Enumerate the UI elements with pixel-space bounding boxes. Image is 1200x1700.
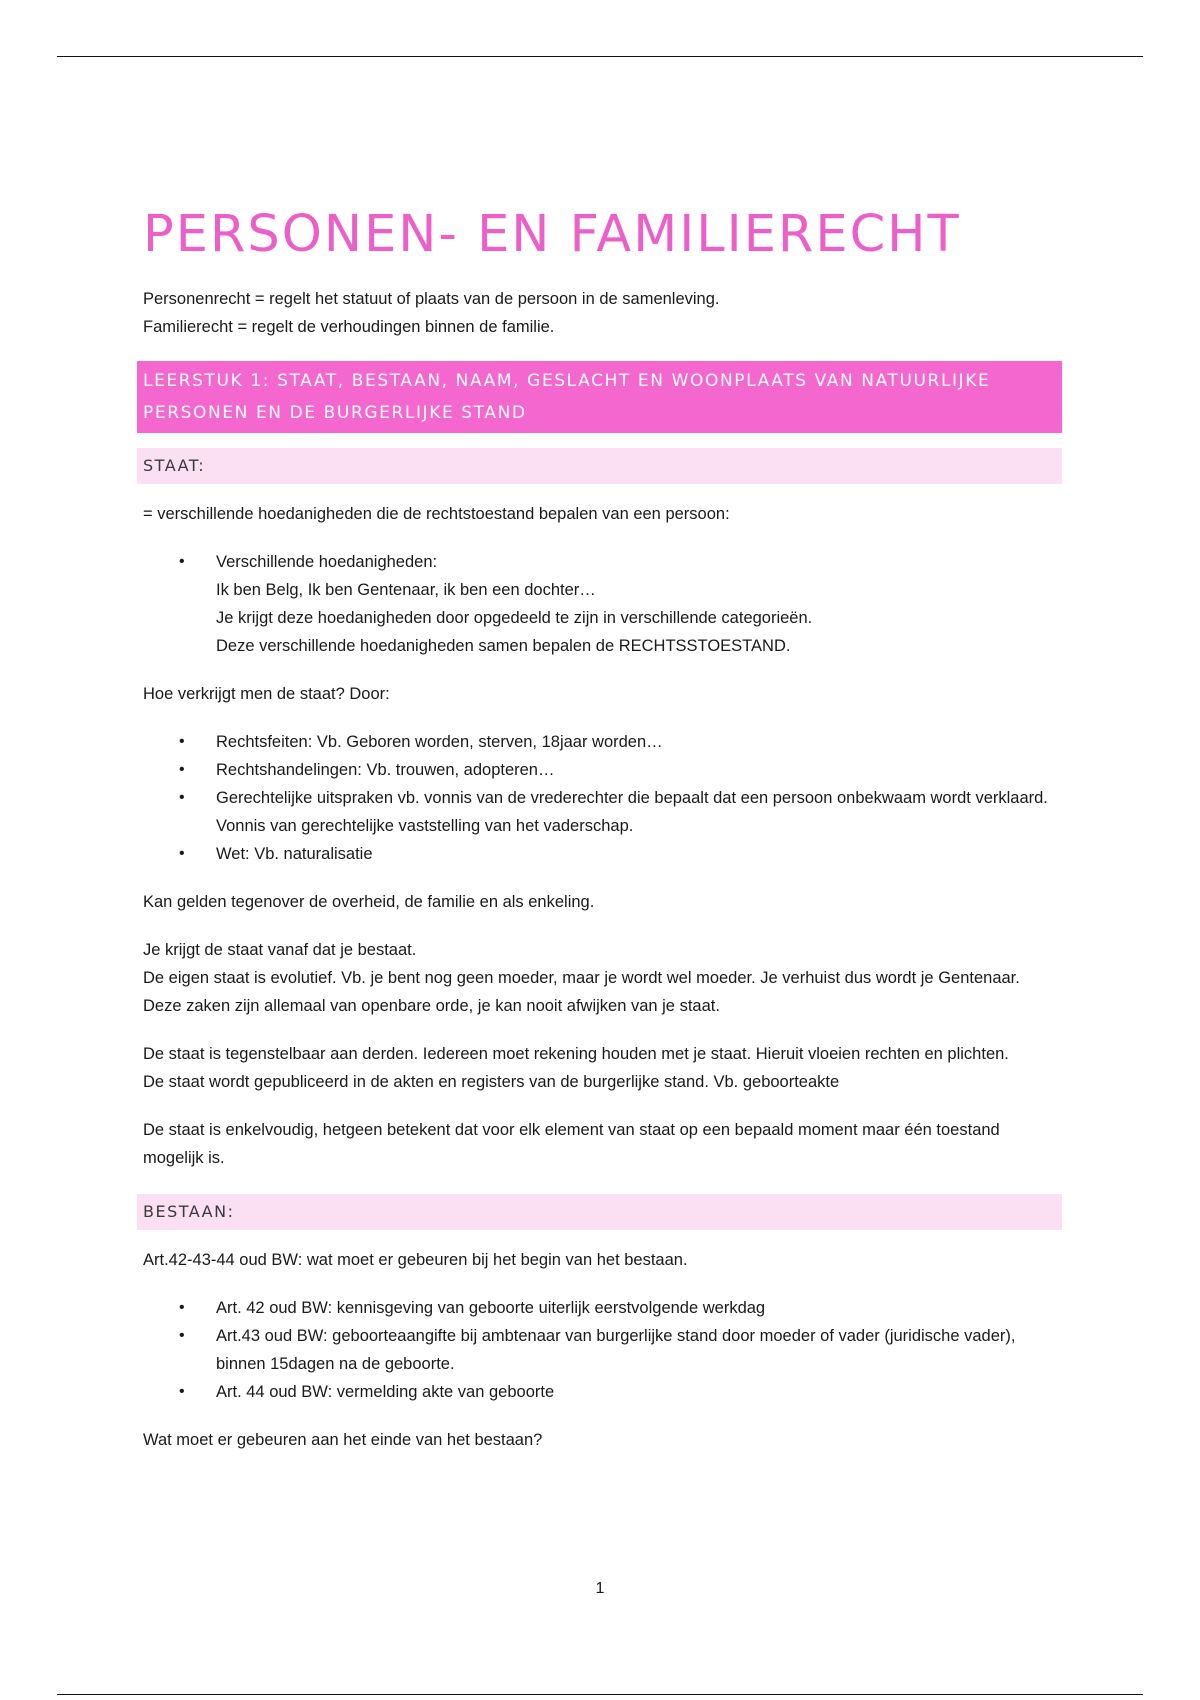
intro-familierecht: Familierecht = regelt de verhoudingen binnen de familie. bbox=[143, 318, 555, 336]
subheading-staat: STAAT: bbox=[137, 448, 1062, 484]
page-content bbox=[137, 205, 1062, 1454]
document-title: PERSONEN- EN FAMILIERECHT bbox=[143, 205, 961, 264]
bestaan-intro: Art.42-43-44 oud BW: wat moet er gebeuren bij het begin van het bestaan. bbox=[143, 1251, 688, 1269]
bestaan-bullet-list bbox=[137, 1294, 1062, 1406]
staat-definition: = verschillende hoedanigheden die de rechtstoestand bepalen van een persoon: bbox=[143, 505, 730, 523]
list-item: • Verschillende hoedanigheden: Ik ben Belg, Ik ben Gentenaar, ik ben een dochter… Je krijgt deze hoedanigheden door opgedeeld te zijn in verschillende categorieën. Deze verschillende hoedanigheden samen bepalen de RECHTSSTOESTAND. bbox=[137, 548, 1062, 660]
bestaan-question: Wat moet er gebeuren aan het einde van het bestaan? bbox=[143, 1431, 543, 1449]
staat-paragraph-block-1: Je krijgt de staat vanaf dat je bestaat. De eigen staat is evolutief. Vb. je bent nog geen moeder, maar je wordt wel moeder. Je verhuist dus wordt je Gentenaar. Deze zaken zijn allemaal van openbare orde, je kan nooit afwijken van je staat. bbox=[143, 941, 1020, 1015]
staat-bullet-list-1 bbox=[137, 548, 1062, 660]
bullet-icon: • bbox=[179, 789, 185, 806]
list-item: • Art.43 oud BW: geboorteaangifte bij ambtenaar van burgerlijke stand door moeder of vader (juridische vader), binnen 15dagen na de geboorte. bbox=[137, 1322, 1062, 1378]
list-item: • Wet: Vb. naturalisatie bbox=[137, 840, 1062, 868]
intro-personenrecht: Personenrecht = regelt het statuut of plaats van de persoon in de samenleving. bbox=[143, 290, 720, 308]
bullet-icon: • bbox=[179, 553, 185, 570]
list-item: • Art. 42 oud BW: kennisgeving van geboorte uiterlijk eerstvolgende werkdag bbox=[137, 1294, 1062, 1322]
subheading-bestaan: BESTAAN: bbox=[137, 1194, 1062, 1230]
staat-paragraph-block-2: De staat is tegenstelbaar aan derden. Iedereen moet rekening houden met je staat. Hieruit vloeien rechten en plichten. De staat wordt gepubliceerd in de akten en registers van de burgerlijke stand. Vb. geboorteakte bbox=[143, 1045, 1009, 1091]
staat-gelden: Kan gelden tegenover de overheid, de familie en als enkeling. bbox=[143, 893, 595, 911]
list-item: • Rechtsfeiten: Vb. Geboren worden, sterven, 18jaar worden… bbox=[137, 728, 1062, 756]
section-heading-leerstuk-1: LEERSTUK 1: STAAT, BESTAAN, NAAM, GESLACHT EN WOONPLAATS VAN NATUURLIJKE PERSONEN EN DE BURGERLIJKE STAND bbox=[137, 361, 1062, 433]
bullet-icon: • bbox=[179, 1383, 185, 1400]
footer-rule bbox=[57, 1694, 1143, 1695]
staat-question: Hoe verkrijgt men de staat? Door: bbox=[143, 685, 390, 703]
list-item: • Rechtshandelingen: Vb. trouwen, adopteren… bbox=[137, 756, 1062, 784]
bullet-icon: • bbox=[179, 1299, 185, 1316]
list-item: • Art. 44 oud BW: vermelding akte van geboorte bbox=[137, 1378, 1062, 1406]
header-rule bbox=[57, 56, 1143, 57]
staat-bullet-list-2 bbox=[137, 728, 1062, 868]
staat-enkelvoudig: De staat is enkelvoudig, hetgeen betekent dat voor elk element van staat op een bepaald moment maar één toestand mogelijk is. bbox=[143, 1121, 1000, 1167]
bullet-icon: • bbox=[179, 845, 185, 862]
bullet-icon: • bbox=[179, 1327, 185, 1344]
page-number: 1 bbox=[595, 1580, 605, 1597]
bullet-icon: • bbox=[179, 761, 185, 778]
list-item: • Gerechtelijke uitspraken vb. vonnis van de vrederechter die bepaalt dat een persoon onbekwaam wordt verklaard. Vonnis van gerechtelijke vaststelling van het vaderschap. bbox=[137, 784, 1062, 840]
bullet-icon: • bbox=[179, 733, 185, 750]
